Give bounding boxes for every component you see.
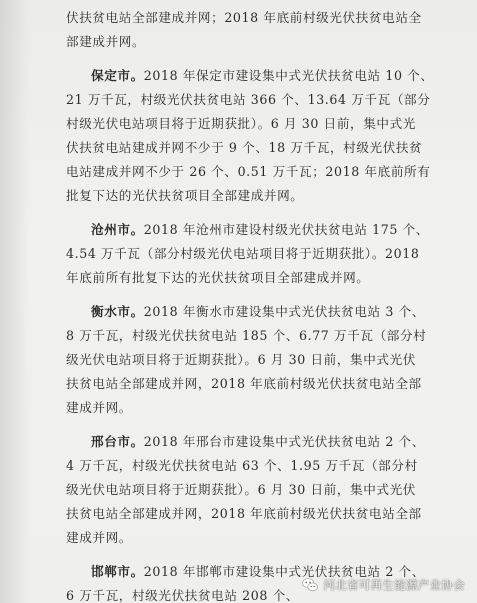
text-line: 扶贫电站全部建成并网，2018 年底前村级光伏扶贫电站全部 bbox=[66, 376, 422, 391]
text-line: 2018 年保定市建设集中式光伏扶贫电站 10 个、 bbox=[143, 68, 434, 83]
wechat-logo-icon bbox=[301, 576, 319, 594]
baoding-paragraph bbox=[66, 64, 458, 208]
text-line: 2018 年邢台市建设集中式光伏扶贫电站 2 个、 bbox=[143, 434, 425, 449]
intro-paragraph bbox=[66, 6, 458, 54]
text-line: 建成并网。 bbox=[66, 530, 132, 545]
text-line: 扶贫电站全部建成并网，2018 年底前村级光伏扶贫电站全部 bbox=[66, 506, 422, 521]
text-line: 电站建成并网不少于 26 个、0.51 万千瓦；2018 年底前所有 bbox=[66, 164, 431, 179]
page-shadow bbox=[0, 0, 30, 603]
text-line: 年底前所有批复下达的光伏扶贫项目全部建成并网。 bbox=[66, 270, 370, 285]
watermark-text: 河北省可再生能源产业协会 bbox=[323, 578, 465, 592]
text-line: 伏扶贫电站建成并网不少于 9 个、18 万千瓦，村级光伏扶贫 bbox=[66, 140, 423, 155]
cangzhou-paragraph bbox=[66, 218, 458, 290]
city-name-handan: 邯郸市。 bbox=[91, 564, 144, 579]
text-line: 2018 年邯郸市建设集中式光伏扶贫电站 2 个、 bbox=[143, 564, 425, 579]
text-line: 部建成并网。 bbox=[66, 34, 146, 49]
text-line: 2018 年沧州市建设村级光伏扶贫电站 175 个、 bbox=[143, 222, 429, 237]
text-line: 村级光伏电站项目将于近期获批）。6 月 30 日前，集中式光 bbox=[66, 116, 416, 131]
text-line: 4.54 万千瓦（部分村级光伏电站项目将于近期获批）。2018 bbox=[66, 246, 420, 261]
city-name-baoding: 保定市。 bbox=[91, 68, 144, 83]
city-name-hengshui: 衡水市。 bbox=[91, 304, 144, 319]
watermark bbox=[301, 576, 465, 594]
text-line: 伏扶贫电站全部建成并网；2018 年底前村级光伏扶贫电站全 bbox=[66, 10, 422, 25]
xingtai-paragraph bbox=[66, 430, 458, 550]
text-line: 级光伏电站项目将于近期获批）。6 月 30 日前，集中式光伏 bbox=[66, 482, 416, 497]
text-line: 级光伏电站项目将于近期获批）。6 月 30 日前，集中式光伏 bbox=[66, 352, 416, 367]
text-line: 6 万千瓦，村级光伏扶贫电站 208 个、 bbox=[66, 588, 299, 603]
hengshui-paragraph bbox=[66, 300, 458, 420]
text-line: 8 万千瓦，村级光伏扶贫电站 185 个、6.77 万千瓦（部分村 bbox=[66, 328, 427, 343]
text-line: 建成并网。 bbox=[66, 400, 132, 415]
text-line: 21 万千瓦，村级光伏扶贫电站 366 个、13.64 万千瓦（部分 bbox=[66, 92, 431, 107]
city-name-xingtai: 邢台市。 bbox=[91, 434, 144, 449]
text-line: 4 万千瓦，村级光伏扶贫电站 63 个、1.95 万千瓦（部分村 bbox=[66, 458, 418, 473]
document-body bbox=[66, 6, 458, 603]
text-line: 批复下达的光伏扶贫项目全部建成并网。 bbox=[66, 188, 304, 203]
text-line: 2018 年衡水市建设集中式光伏扶贫电站 3 个、 bbox=[143, 304, 425, 319]
city-name-cangzhou: 沧州市。 bbox=[91, 222, 144, 237]
